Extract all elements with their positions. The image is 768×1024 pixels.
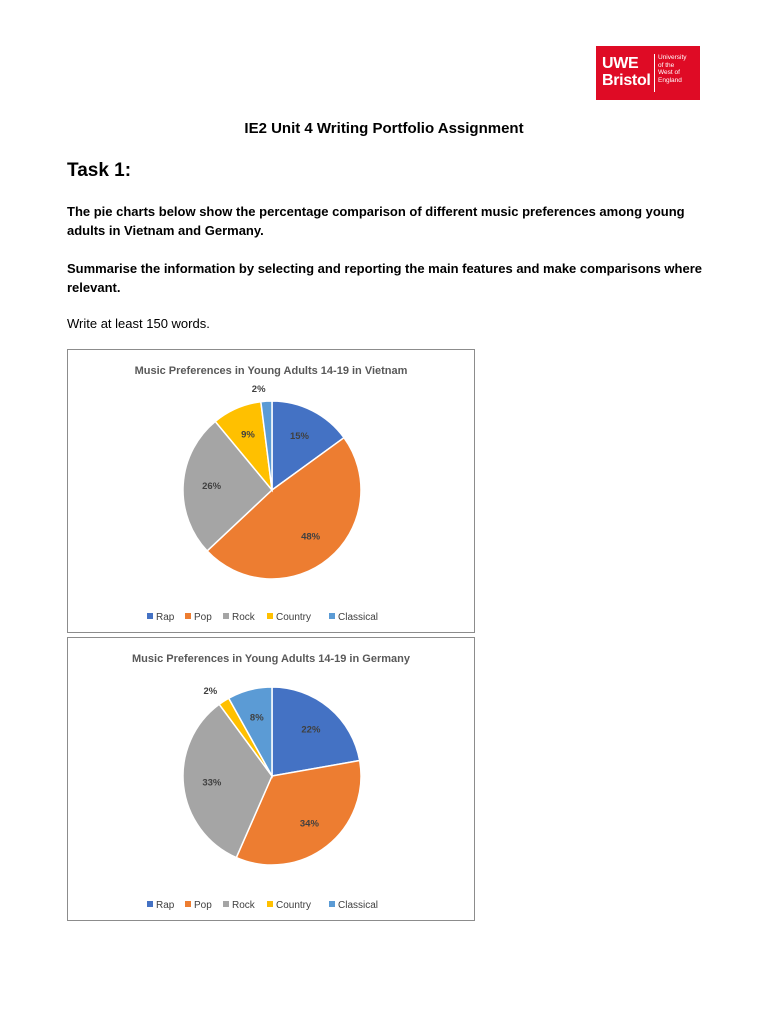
legend-swatch-country: [267, 901, 273, 907]
legend-label-country: Country: [276, 612, 312, 623]
chart-title: Music Preferences in Young Adults 14-19 in Vietnam: [134, 365, 408, 377]
data-label: 2%: [251, 384, 266, 396]
task-instruction: Summarise the information by selecting and reporting the main features and make comparisons where relevant.: [67, 261, 702, 295]
legend-swatch-pop: [185, 613, 191, 619]
legend-swatch-classical: [329, 901, 335, 907]
pie-chart-germany: [67, 637, 475, 921]
pie-chart-vietnam: [67, 349, 475, 633]
legend-swatch-classical: [329, 613, 335, 619]
logo-sub-line: West of: [658, 69, 680, 76]
legend-label-rap: Rap: [156, 900, 175, 911]
legend-swatch-rap: [147, 901, 153, 907]
task-heading: Task 1:: [67, 160, 132, 181]
chart-title: Music Preferences in Young Adults 14-19 in Germany: [132, 653, 410, 665]
word-count-instruction: Write at least 150 words.: [67, 316, 210, 331]
uwe-bristol-logo: [596, 46, 700, 100]
legend-swatch-country: [267, 613, 273, 619]
data-label: 8%: [249, 712, 264, 724]
legend-label-pop: Pop: [194, 900, 212, 911]
data-label: 48%: [301, 531, 321, 543]
legend-label-country: Country: [276, 900, 312, 911]
legend-swatch-rock: [223, 613, 229, 619]
logo-sub-line: England: [658, 76, 682, 84]
pie-chart-svg: [68, 350, 474, 632]
data-label: 2%: [203, 686, 218, 698]
logo-sub-line: University: [658, 54, 687, 61]
legend-swatch-rap: [147, 613, 153, 619]
legend-swatch-rock: [223, 901, 229, 907]
legend-label-rock: Rock: [232, 900, 255, 911]
data-label: 22%: [301, 724, 321, 736]
legend-label-pop: Pop: [194, 612, 212, 623]
data-label: 26%: [202, 481, 222, 493]
logo-divider: [654, 54, 655, 92]
legend-label-rap: Rap: [156, 612, 175, 623]
logo-line2: Bristol: [602, 72, 651, 89]
logo-sub-line: of the: [658, 61, 675, 69]
data-label: 33%: [202, 777, 222, 789]
logo-subtext: [658, 54, 687, 84]
legend-label-classical: Classical: [338, 900, 379, 911]
task-prompt: The pie charts below show the percentage comparison of different music preferences among young adults in Vietnam and Germany.: [67, 204, 685, 238]
data-label: 34%: [299, 818, 319, 830]
legend-label-classical: Classical: [338, 612, 379, 623]
legend-swatch-pop: [185, 901, 191, 907]
document-title: IE2 Unit 4 Writing Portfolio Assignment: [244, 120, 524, 137]
data-label: 9%: [241, 429, 255, 441]
pie-chart-svg: [68, 638, 474, 920]
legend-label-rock: Rock: [232, 612, 255, 623]
logo-wordmark: [602, 55, 651, 89]
logo-line1: UWE: [602, 55, 639, 72]
data-label: 15%: [289, 431, 309, 443]
